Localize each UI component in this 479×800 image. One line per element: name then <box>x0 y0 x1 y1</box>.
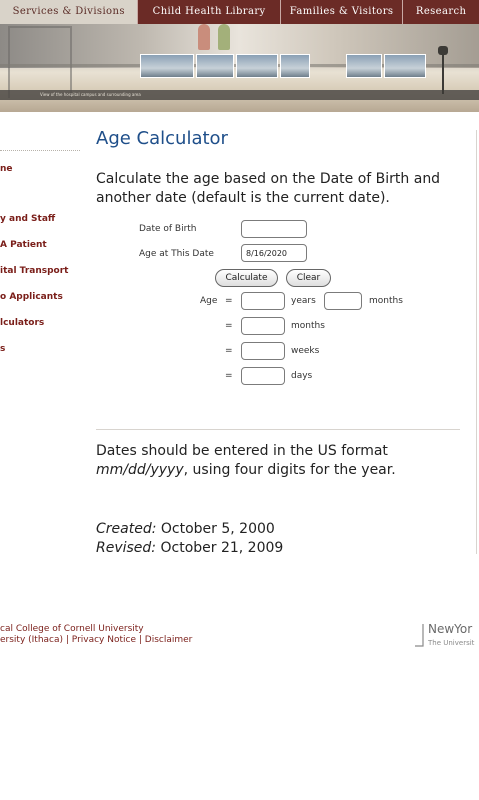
footer-university-link[interactable]: ersity (Ithaca) <box>0 635 64 645</box>
footer-separator: | <box>136 635 145 645</box>
months-unit-label: months <box>369 296 403 306</box>
years-unit-label: years <box>291 296 316 306</box>
dob-input[interactable] <box>241 220 307 238</box>
banner-photo-thumb <box>280 54 310 78</box>
note-text-end: , using four digits for the year. <box>183 462 396 478</box>
calculate-button[interactable]: Calculate <box>215 269 278 287</box>
sidebar-item-refer-patient[interactable]: A Patient <box>0 240 47 250</box>
footer-separator: | <box>63 635 72 645</box>
weeks-output[interactable] <box>241 342 285 360</box>
child-figure <box>198 24 210 50</box>
total-months-output[interactable] <box>241 317 285 335</box>
footer-privacy-link[interactable]: Privacy Notice <box>71 635 136 645</box>
age-date-input[interactable] <box>241 244 307 262</box>
clear-button[interactable]: Clear <box>286 269 331 287</box>
total-months-unit-label: months <box>291 321 325 331</box>
equals-sign: = <box>225 321 233 331</box>
note-text-start: Dates should be entered in the US format <box>96 443 388 459</box>
equals-sign: = <box>225 346 233 356</box>
tab-child-health-library[interactable]: Child Health Library <box>138 0 280 24</box>
content-divider <box>96 429 460 430</box>
date-format-note <box>96 442 466 480</box>
revised-label: Revised: <box>96 540 157 556</box>
logo-subtitle: The Universit <box>428 639 475 647</box>
logo-bracket-icon <box>414 622 424 648</box>
newyork-presbyterian-logo[interactable] <box>414 622 479 652</box>
child-figure <box>218 24 230 50</box>
created-label: Created: <box>96 521 157 537</box>
footer <box>0 624 192 646</box>
sidebar-item-applicants[interactable]: o Applicants <box>0 292 63 302</box>
sidebar-item-calculators[interactable]: lculators <box>0 318 45 328</box>
age-label: Age <box>200 296 218 306</box>
tab-research[interactable]: Research <box>415 6 467 17</box>
sidebar-item-links[interactable]: s <box>0 344 6 354</box>
banner-photo-thumb <box>236 54 278 78</box>
footer-disclaimer-link[interactable]: Disclaimer <box>144 635 193 645</box>
age-calculator-form <box>96 218 466 408</box>
banner-photo-thumb <box>384 54 426 78</box>
bridge-tower-graphic <box>8 26 72 98</box>
sidebar-item-faculty-staff[interactable]: y and Staff <box>0 214 56 224</box>
top-navigation <box>0 0 479 24</box>
children-illustration <box>196 24 240 52</box>
sidebar-divider <box>0 150 80 151</box>
banner-caption: View of the hospital campus and surrounding area <box>40 92 141 97</box>
created-line <box>96 520 283 539</box>
equals-sign: = <box>225 371 233 381</box>
sidebar-item-hospital-transport[interactable]: ital Transport <box>0 266 69 276</box>
logo-name: NewYor <box>428 622 473 636</box>
revised-line <box>96 539 283 558</box>
header-banner-image <box>0 24 479 112</box>
page-title: Age Calculator <box>96 128 228 149</box>
age-date-label: Age at This Date <box>139 249 214 259</box>
footer-links-line <box>0 635 192 646</box>
tab-families-visitors[interactable]: Families & Visitors <box>281 0 403 24</box>
revision-dates <box>96 520 283 558</box>
intro-text: Calculate the age based on the Date of Birth and another date (default is the current date). <box>96 171 441 206</box>
sidebar-item-home[interactable]: ne <box>0 164 13 174</box>
left-sidebar <box>0 112 82 632</box>
days-unit-label: days <box>291 371 313 381</box>
created-date: October 5, 2000 <box>156 521 275 537</box>
dob-label: Date of Birth <box>139 224 197 234</box>
weeks-unit-label: weeks <box>291 346 320 356</box>
content-right-border <box>476 130 477 554</box>
banner-photo-thumb <box>346 54 382 78</box>
days-output[interactable] <box>241 367 285 385</box>
revised-date: October 21, 2009 <box>156 540 284 556</box>
banner-photo-thumb <box>140 54 194 78</box>
years-output[interactable] <box>241 292 285 310</box>
months-output[interactable] <box>324 292 362 310</box>
footer-college-link[interactable]: cal College of Cornell University <box>0 624 144 634</box>
date-format-example: mm/dd/yyyy <box>96 462 184 478</box>
street-lamp-icon <box>437 46 449 94</box>
tab-services-divisions[interactable]: Services & Divisions <box>0 0 138 24</box>
banner-photo-thumb <box>196 54 234 78</box>
equals-sign: = <box>225 296 233 306</box>
